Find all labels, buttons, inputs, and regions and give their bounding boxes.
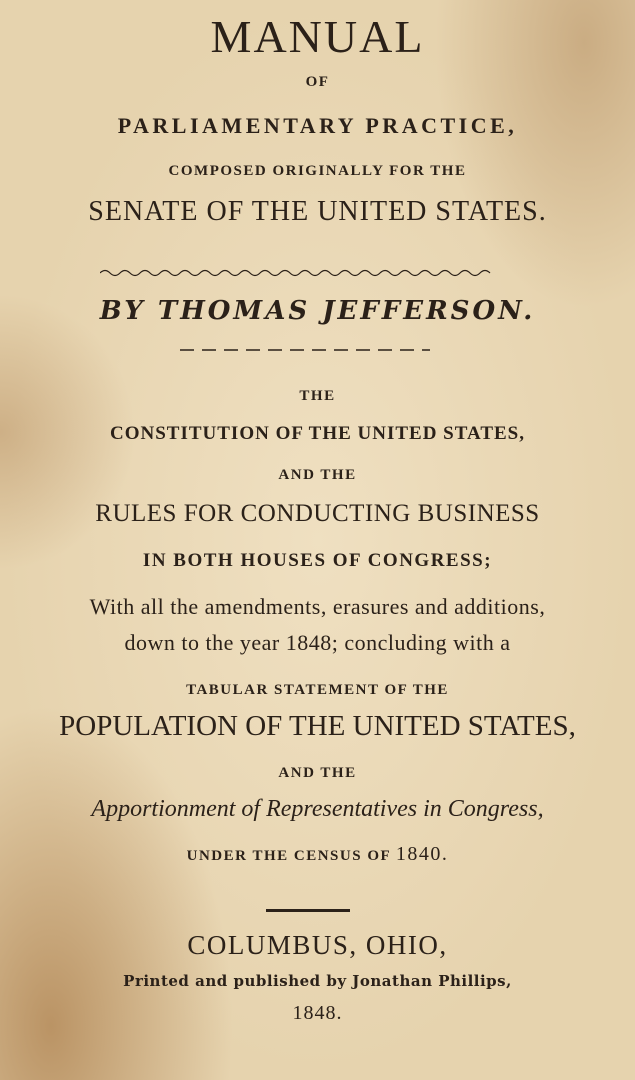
- census-label: UNDER THE CENSUS OF: [186, 848, 391, 864]
- title-of: OF: [305, 74, 330, 90]
- apportionment-line: Apportionment of Representatives in Congress,: [91, 796, 544, 822]
- houses-line: IN BOTH HOUSES OF CONGRESS;: [142, 550, 493, 571]
- imprint-publisher: Printed and published by Jonathan Phillips,: [123, 972, 512, 990]
- amendments-line: With all the amendments, erasures and additions,: [89, 594, 546, 619]
- and-the-line-1: AND THE: [278, 467, 357, 483]
- census-year: 1840.: [395, 843, 449, 865]
- census-line: [0, 843, 635, 866]
- rules-line: RULES FOR CONDUCTING BUSINESS: [95, 500, 540, 527]
- imprint-city: COLUMBUS, OHIO,: [187, 930, 448, 960]
- constitution-line: CONSTITUTION OF THE UNITED STATES,: [110, 423, 525, 444]
- subject-line: PARLIAMENTARY PRACTICE,: [117, 113, 518, 138]
- population-line: POPULATION OF THE UNITED STATES,: [59, 710, 576, 742]
- imprint-year: 1848.: [292, 1002, 343, 1024]
- dashed-rule-divider: [180, 348, 430, 352]
- author-line: BY THOMAS JEFFERSON.: [99, 296, 536, 326]
- and-the-line-2: AND THE: [278, 765, 357, 781]
- the-line: THE: [299, 388, 336, 404]
- down-to-line: down to the year 1848; concluding with a: [124, 630, 511, 655]
- short-rule-divider: [266, 909, 350, 912]
- tabular-line: TABULAR STATEMENT OF THE: [186, 682, 449, 698]
- wavy-rule-divider: [100, 268, 500, 278]
- senate-line: SENATE OF THE UNITED STATES.: [88, 196, 547, 227]
- composed-line: COMPOSED ORIGINALLY FOR THE: [168, 163, 467, 179]
- book-title: MANUAL: [210, 11, 425, 62]
